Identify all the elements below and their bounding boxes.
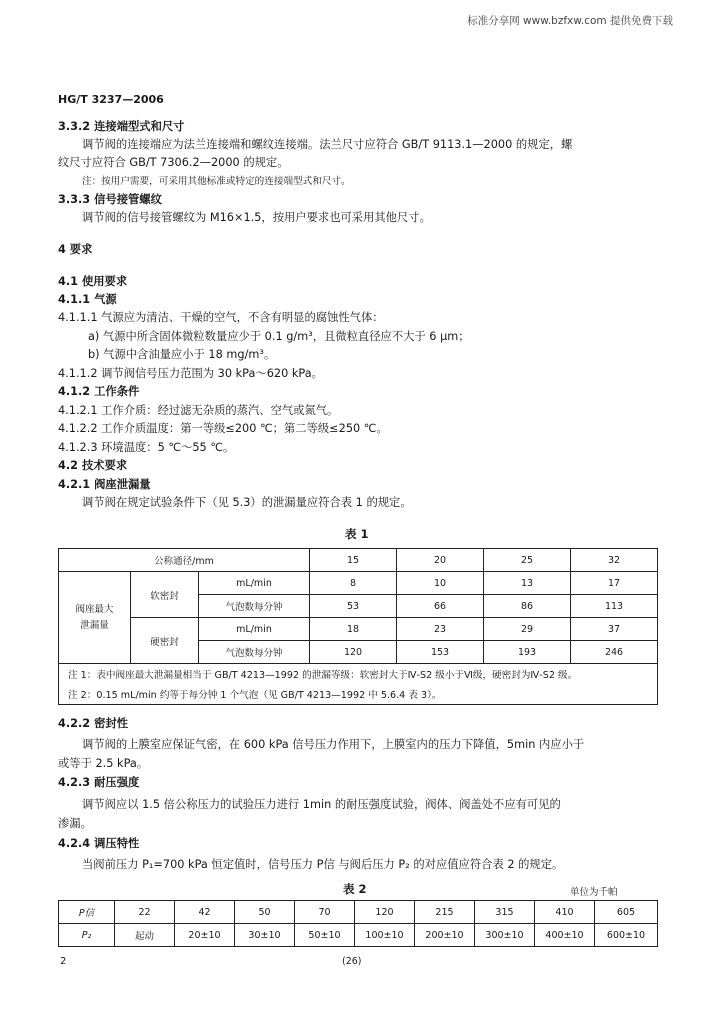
paragraph-line: 4.1.1.1 气源应为清洁、干燥的空气，不含有明显的腐蚀性气体： [58, 311, 384, 324]
unit-cell: 气泡数每分钟 [199, 641, 310, 664]
paragraph-line: 调节阀的上膜室应保证气密，在 600 kPa 信号压力作用下，上膜室内的压力下降值，5min 内应小于 [82, 738, 585, 751]
paragraph-line: 调节阀的信号接管螺纹为 M16×1.5，按用户要求也可采用其他尺寸。 [82, 211, 431, 224]
list-item: a) 气源中所含固体微粒数量应少于 0.1 g/m³，且微粒直径应不大于 6 μm； [88, 330, 470, 343]
value-cell: 53 [310, 595, 397, 618]
note-line: 注：按用户需要，可采用其他标准或特定的连接端型式和尺寸。 [82, 176, 351, 187]
heading-4-1: 4.1 使用要求 [58, 275, 128, 288]
size-cell: 15 [310, 549, 397, 572]
value-cell: 300±10 [475, 924, 535, 947]
paragraph-line: 4.1.2.1 工作介质：经过滤无杂质的蒸汽、空气或氮气。 [58, 404, 339, 417]
value-cell: 200±10 [415, 924, 475, 947]
footer-code: (26) [342, 956, 362, 967]
heading-4-2: 4.2 技术要求 [58, 459, 128, 472]
watermark-banner: 标准分享网 www.bzfxw.com 提供免费下载 [467, 15, 673, 27]
value-cell: 13 [484, 572, 571, 595]
value-cell: 86 [484, 595, 571, 618]
heading-3-3-2: 3.3.2 连接端型式和尺寸 [58, 120, 185, 133]
soft-seal-label: 软密封 [131, 572, 199, 618]
value-cell: 20±10 [175, 924, 235, 947]
table1-caption: 表 1 [345, 527, 369, 541]
heading-4-2-2: 4.2.2 密封性 [58, 717, 128, 730]
value-cell: 100±10 [355, 924, 415, 947]
value-cell: 193 [484, 641, 571, 664]
paragraph-line: 调节阀的连接端应为法兰连接端和螺纹连接端。法兰尺寸应符合 GB/T 9113.1—2000 的规定，螺 [82, 138, 573, 151]
table-row [59, 618, 658, 641]
table-row [59, 901, 658, 924]
value-cell: 120 [355, 901, 415, 924]
document-id: HG/T 3237—2006 [58, 93, 164, 106]
heading-3-3-3: 3.3.3 信号接管螺纹 [58, 193, 162, 206]
value-cell: 246 [571, 641, 658, 664]
value-cell: 50 [235, 901, 295, 924]
value-cell: 10 [397, 572, 484, 595]
table-row [59, 684, 658, 705]
paragraph-line: 4.1.2.2 工作介质温度：第一等级≤200 ℃；第二等级≤250 ℃。 [58, 422, 388, 435]
table2-caption: 表 2 [343, 882, 367, 896]
table-row [59, 572, 658, 595]
value-cell: 42 [175, 901, 235, 924]
value-cell: 410 [535, 901, 595, 924]
paragraph-line: 渗漏。 [58, 817, 92, 830]
heading-4-1-2: 4.1.2 工作条件 [58, 385, 140, 398]
value-cell: 153 [397, 641, 484, 664]
table-row [59, 549, 658, 572]
table-row [59, 664, 658, 685]
table-note-1: 注 1：表中阀座最大泄漏量相当于 GB/T 4213—1992 的泄漏等级：软密封大于Ⅳ-S2 级小于Ⅵ级，硬密封为Ⅳ-S2 级。 [59, 664, 658, 685]
value-cell: 起动 [115, 924, 175, 947]
value-cell: 215 [415, 901, 475, 924]
page-number: 2 [60, 956, 67, 967]
size-cell: 25 [484, 549, 571, 572]
max-leakage-label: 阀座最大 泄漏量 [59, 572, 131, 664]
value-cell: 66 [397, 595, 484, 618]
paragraph-line: 纹尺寸应符合 GB/T 7306.2—2000 的规定。 [58, 156, 289, 169]
value-cell: 70 [295, 901, 355, 924]
table2-unit-note: 单位为千帕 [570, 887, 618, 898]
value-cell: 50±10 [295, 924, 355, 947]
paragraph-line: 4.1.1.2 调节阀信号压力范围为 30 kPa～620 kPa。 [58, 367, 323, 380]
value-cell: 30±10 [235, 924, 295, 947]
unit-cell: 气泡数每分钟 [199, 595, 310, 618]
downstream-pressure-label: P₂ [59, 924, 115, 947]
heading-4-1-1: 4.1.1 气源 [58, 293, 117, 306]
value-cell: 113 [571, 595, 658, 618]
nominal-size-label: 公称通径/mm [59, 549, 310, 572]
paragraph-line: 当阀前压力 P₁=700 kPa 恒定值时，信号压力 P信 与阀后压力 P₂ 的对应值应符合表 2 的规定。 [82, 858, 564, 871]
value-cell: 29 [484, 618, 571, 641]
hard-seal-label: 硬密封 [131, 618, 199, 664]
value-cell: 22 [115, 901, 175, 924]
value-cell: 120 [310, 641, 397, 664]
paragraph-line: 调节阀应以 1.5 倍公称压力的试验压力进行 1min 的耐压强度试验，阀体、阀盖处不应有可见的 [82, 798, 561, 811]
unit-cell: mL/min [199, 572, 310, 595]
size-cell: 20 [397, 549, 484, 572]
unit-cell: mL/min [199, 618, 310, 641]
signal-pressure-label: P信 [59, 901, 115, 924]
paragraph-line: 或等于 2.5 kPa。 [58, 757, 149, 770]
value-cell: 8 [310, 572, 397, 595]
list-item: b) 气源中含油量应小于 18 mg/m³。 [88, 348, 276, 361]
size-cell: 32 [571, 549, 658, 572]
heading-4-2-1: 4.2.1 阀座泄漏量 [58, 478, 151, 491]
value-cell: 600±10 [595, 924, 658, 947]
value-cell: 18 [310, 618, 397, 641]
paragraph-line: 调节阀在规定试验条件下（见 5.3）的泄漏量应符合表 1 的规定。 [82, 496, 412, 509]
value-cell: 400±10 [535, 924, 595, 947]
value-cell: 23 [397, 618, 484, 641]
table-row [59, 924, 658, 947]
value-cell: 37 [571, 618, 658, 641]
leakage-table [58, 548, 658, 705]
value-cell: 605 [595, 901, 658, 924]
value-cell: 17 [571, 572, 658, 595]
heading-4-2-4: 4.2.4 调压特性 [58, 837, 140, 850]
heading-4: 4 要求 [58, 243, 93, 256]
value-cell: 315 [475, 901, 535, 924]
table-note-2: 注 2：0.15 mL/min 约等于每分钟 1 个气泡（见 GB/T 4213—1992 中 5.6.4 表 3）。 [59, 684, 658, 705]
pressure-table [58, 900, 658, 947]
heading-4-2-3: 4.2.3 耐压强度 [58, 776, 140, 789]
paragraph-line: 4.1.2.3 环境温度：5 ℃～55 ℃。 [58, 441, 235, 454]
